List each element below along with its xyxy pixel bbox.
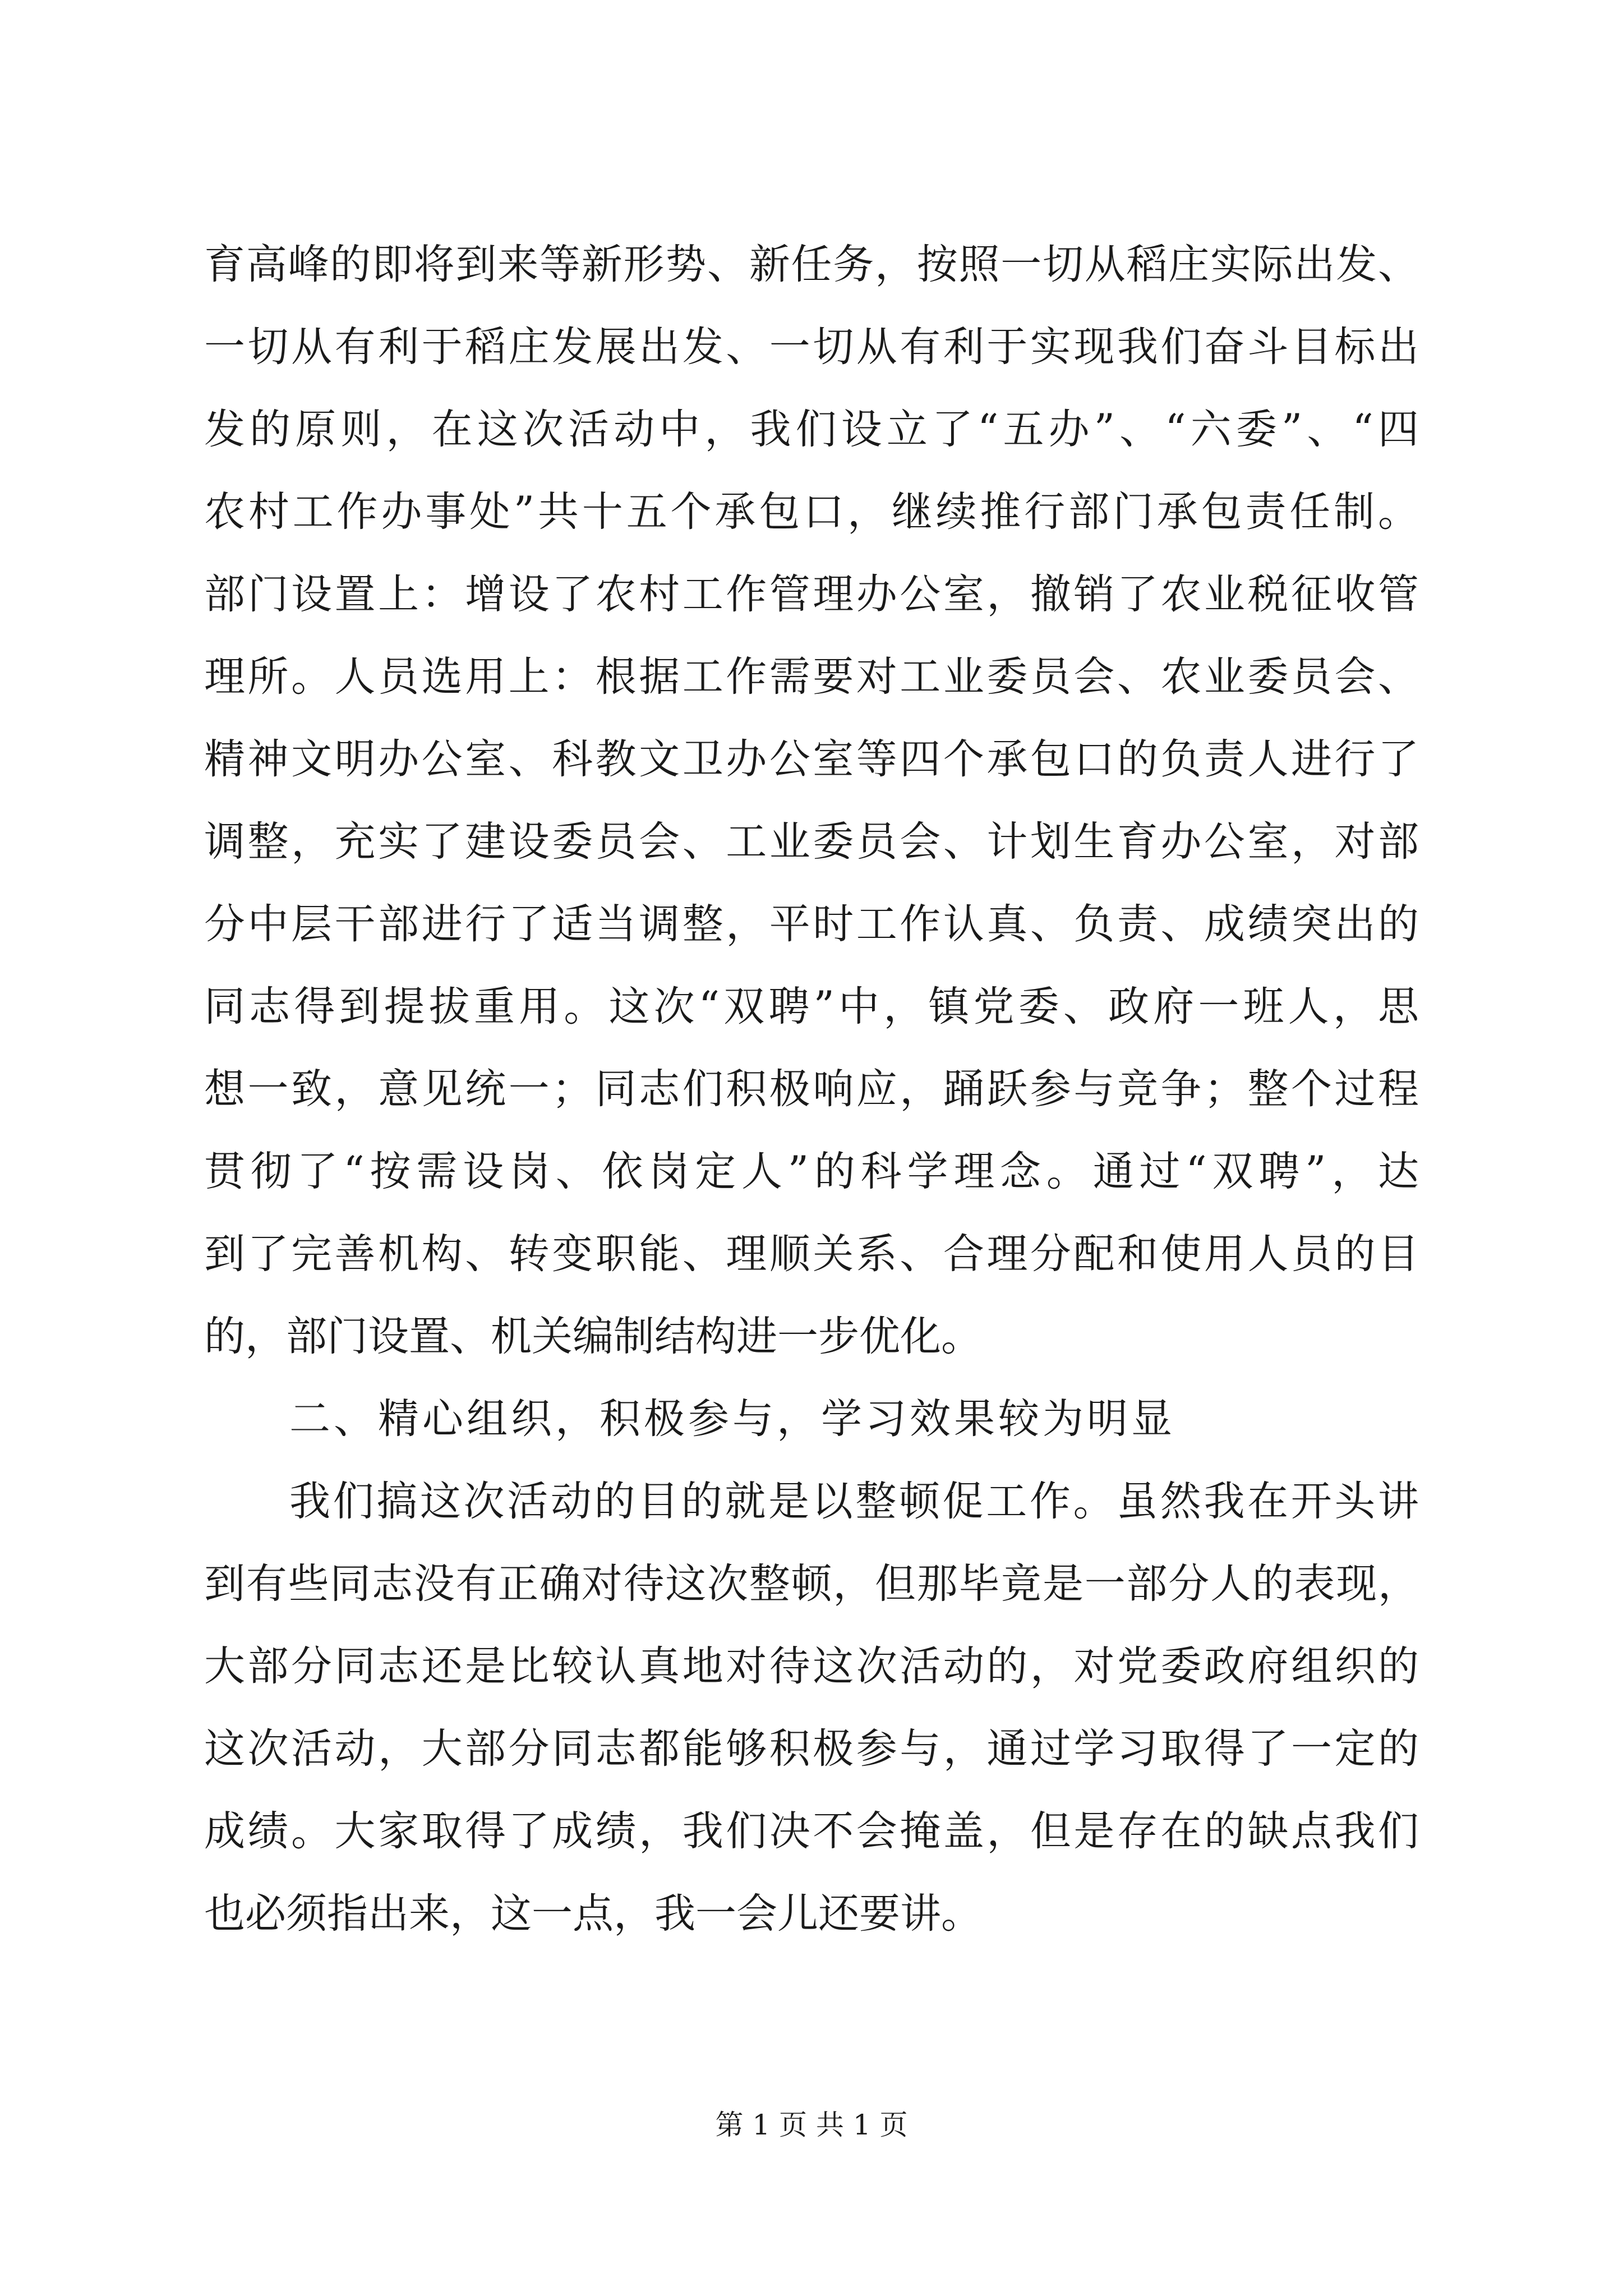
text-line: 到有些同志没有正确对待这次整顿，但那毕竟是一部分人的表现， — [204, 1560, 1419, 1608]
document-body — [204, 223, 1419, 1955]
text-line: 精神文明办公室、科教文卫办公室等四个承包口的负责人进行了 — [204, 735, 1419, 783]
section-heading: 二、精心组织，积极参与，学习效果较为明显 — [289, 1395, 1175, 1443]
text-line: 调整，充实了建设委员会、工业委员会、计划生育办公室，对部 — [204, 818, 1419, 866]
text-line: 一切从有利于稻庄发展出发、一切从有利于实现我们奋斗目标出 — [204, 323, 1419, 371]
text-line: 我们搞这次活动的目的就是以整顿促工作。虽然我在开头讲 — [289, 1478, 1419, 1525]
text-line: 到了完善机构、转变职能、理顺关系、合理分配和使用人员的目 — [204, 1230, 1419, 1278]
text-line: 贯彻了“按需设岗、依岗定人”的科学理念。通过“双聘”，达 — [204, 1148, 1419, 1195]
text-line: 发的原则，在这次活动中，我们设立了“五办”、“六委”、“四 — [204, 406, 1419, 453]
page-number-footer: 第 1 页 共 1 页 — [715, 2109, 908, 2141]
body-paragraph-1 — [204, 223, 1419, 1378]
text-line: 成绩。大家取得了成绩，我们决不会掩盖，但是存在的缺点我们 — [204, 1807, 1419, 1855]
text-line: 部门设置上：增设了农村工作管理办公室，撤销了农业税征收管 — [204, 570, 1419, 618]
body-paragraph-2 — [204, 1460, 1419, 1955]
text-line: 的，部门设置、机关编制结构进一步优化。 — [204, 1313, 982, 1360]
text-line: 分中层干部进行了适当调整，平时工作认真、负责、成绩突出的 — [204, 900, 1419, 948]
text-line: 农村工作办事处”共十五个承包口，继续推行部门承包责任制。 — [204, 488, 1419, 536]
text-line: 大部分同志还是比较认真地对待这次活动的，对党委政府组织的 — [204, 1642, 1419, 1690]
text-line: 想一致，意见统一；同志们积极响应，踊跃参与竞争；整个过程 — [204, 1065, 1419, 1113]
text-line: 也必须指出来，这一点，我一会儿还要讲。 — [204, 1890, 982, 1938]
text-line: 理所。人员选用上：根据工作需要对工业委员会、农业委员会、 — [204, 653, 1419, 701]
text-line: 育高峰的即将到来等新形势、新任务，按照一切从稻庄实际出发、 — [204, 241, 1419, 288]
text-line: 这次活动，大部分同志都能够积极参与，通过学习取得了一定的 — [204, 1725, 1419, 1773]
text-line: 同志得到提拔重用。这次“双聘”中，镇党委、政府一班人，思 — [204, 983, 1419, 1030]
